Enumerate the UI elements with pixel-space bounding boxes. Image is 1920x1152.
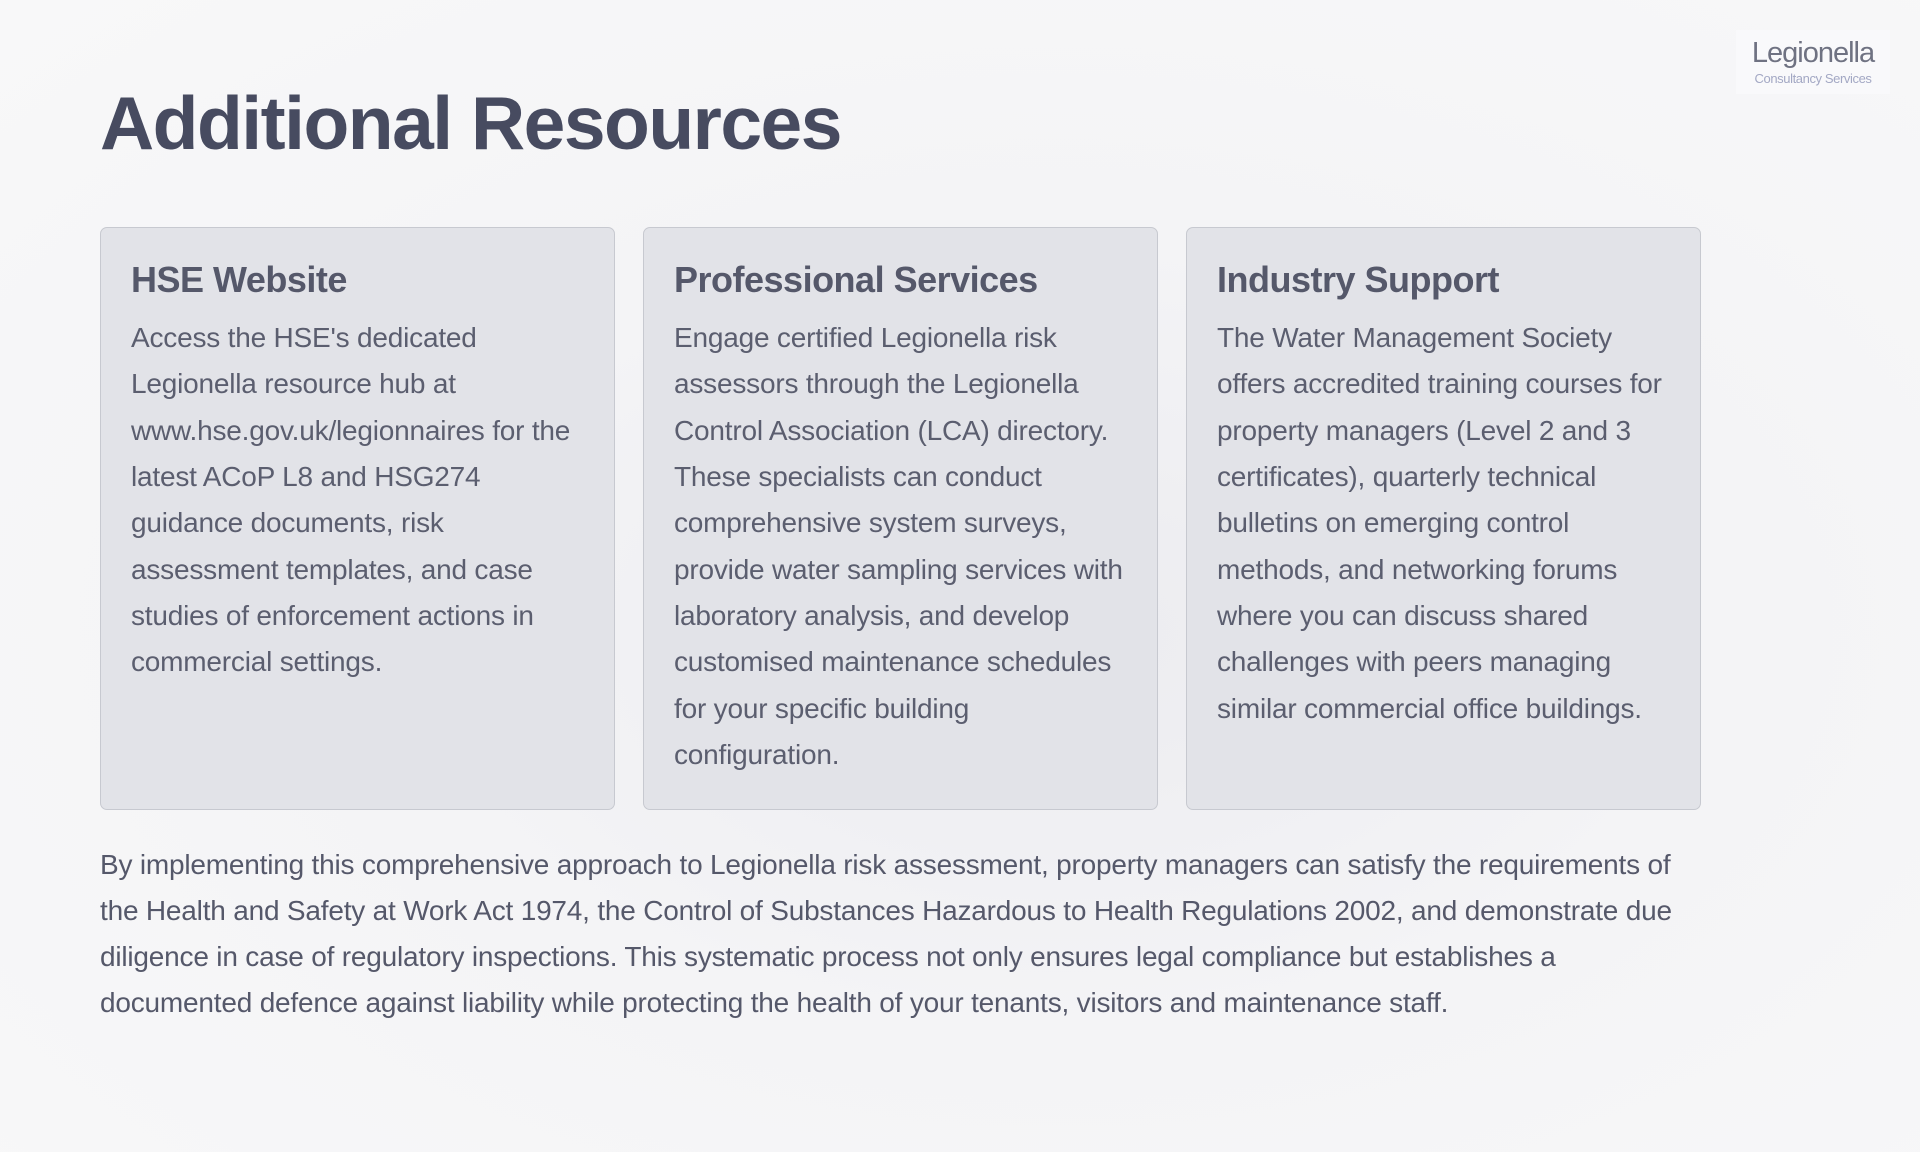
card-hse-website bbox=[100, 227, 615, 810]
company-logo bbox=[1736, 30, 1890, 94]
card-professional-services bbox=[643, 227, 1158, 810]
card-title: Professional Services bbox=[674, 259, 1038, 300]
logo-wordmark: Legionella bbox=[1751, 37, 1875, 69]
card-body: Engage certified Legionella risk assessors through the Legionella Control Association (LCA) directory. These specialists can conduct comprehensive system surveys, provide water sampling services with laboratory analysis, and develop customised maintenance schedules for your specific building configuration. bbox=[674, 322, 1123, 770]
card-industry-support bbox=[1186, 227, 1701, 810]
page-title: Additional Resources bbox=[100, 81, 841, 165]
card-title: HSE Website bbox=[131, 259, 347, 300]
resource-cards bbox=[100, 227, 1701, 810]
logo-subtitle: Consultancy Services bbox=[1754, 71, 1872, 86]
card-title: Industry Support bbox=[1217, 259, 1499, 300]
conclusion-paragraph: By implementing this comprehensive approach to Legionella risk assessment, property managers can satisfy the requirements of the Health and Safety at Work Act 1974, the Control of Substances Hazardous to Health Regulations 2002, and demonstrate due diligence in case of regulatory inspections. This systematic process not only ensures legal compliance but establishes a documented defence against liability while protecting the health of your tenants, visitors and maintenance staff. bbox=[100, 849, 1672, 1018]
card-body: The Water Management Society offers accredited training courses for property managers (Level 2 and 3 certificates), quarterly technical bulletins on emerging control methods, and networking forums where you can discuss shared challenges with peers managing similar commercial office buildings. bbox=[1217, 322, 1662, 724]
card-body: Access the HSE's dedicated Legionella resource hub at www.hse.gov.uk/legionnaires for the latest ACoP L8 and HSG274 guidance documents, risk assessment templates, and case studies of enforcement actions in commercial settings. bbox=[131, 322, 571, 678]
